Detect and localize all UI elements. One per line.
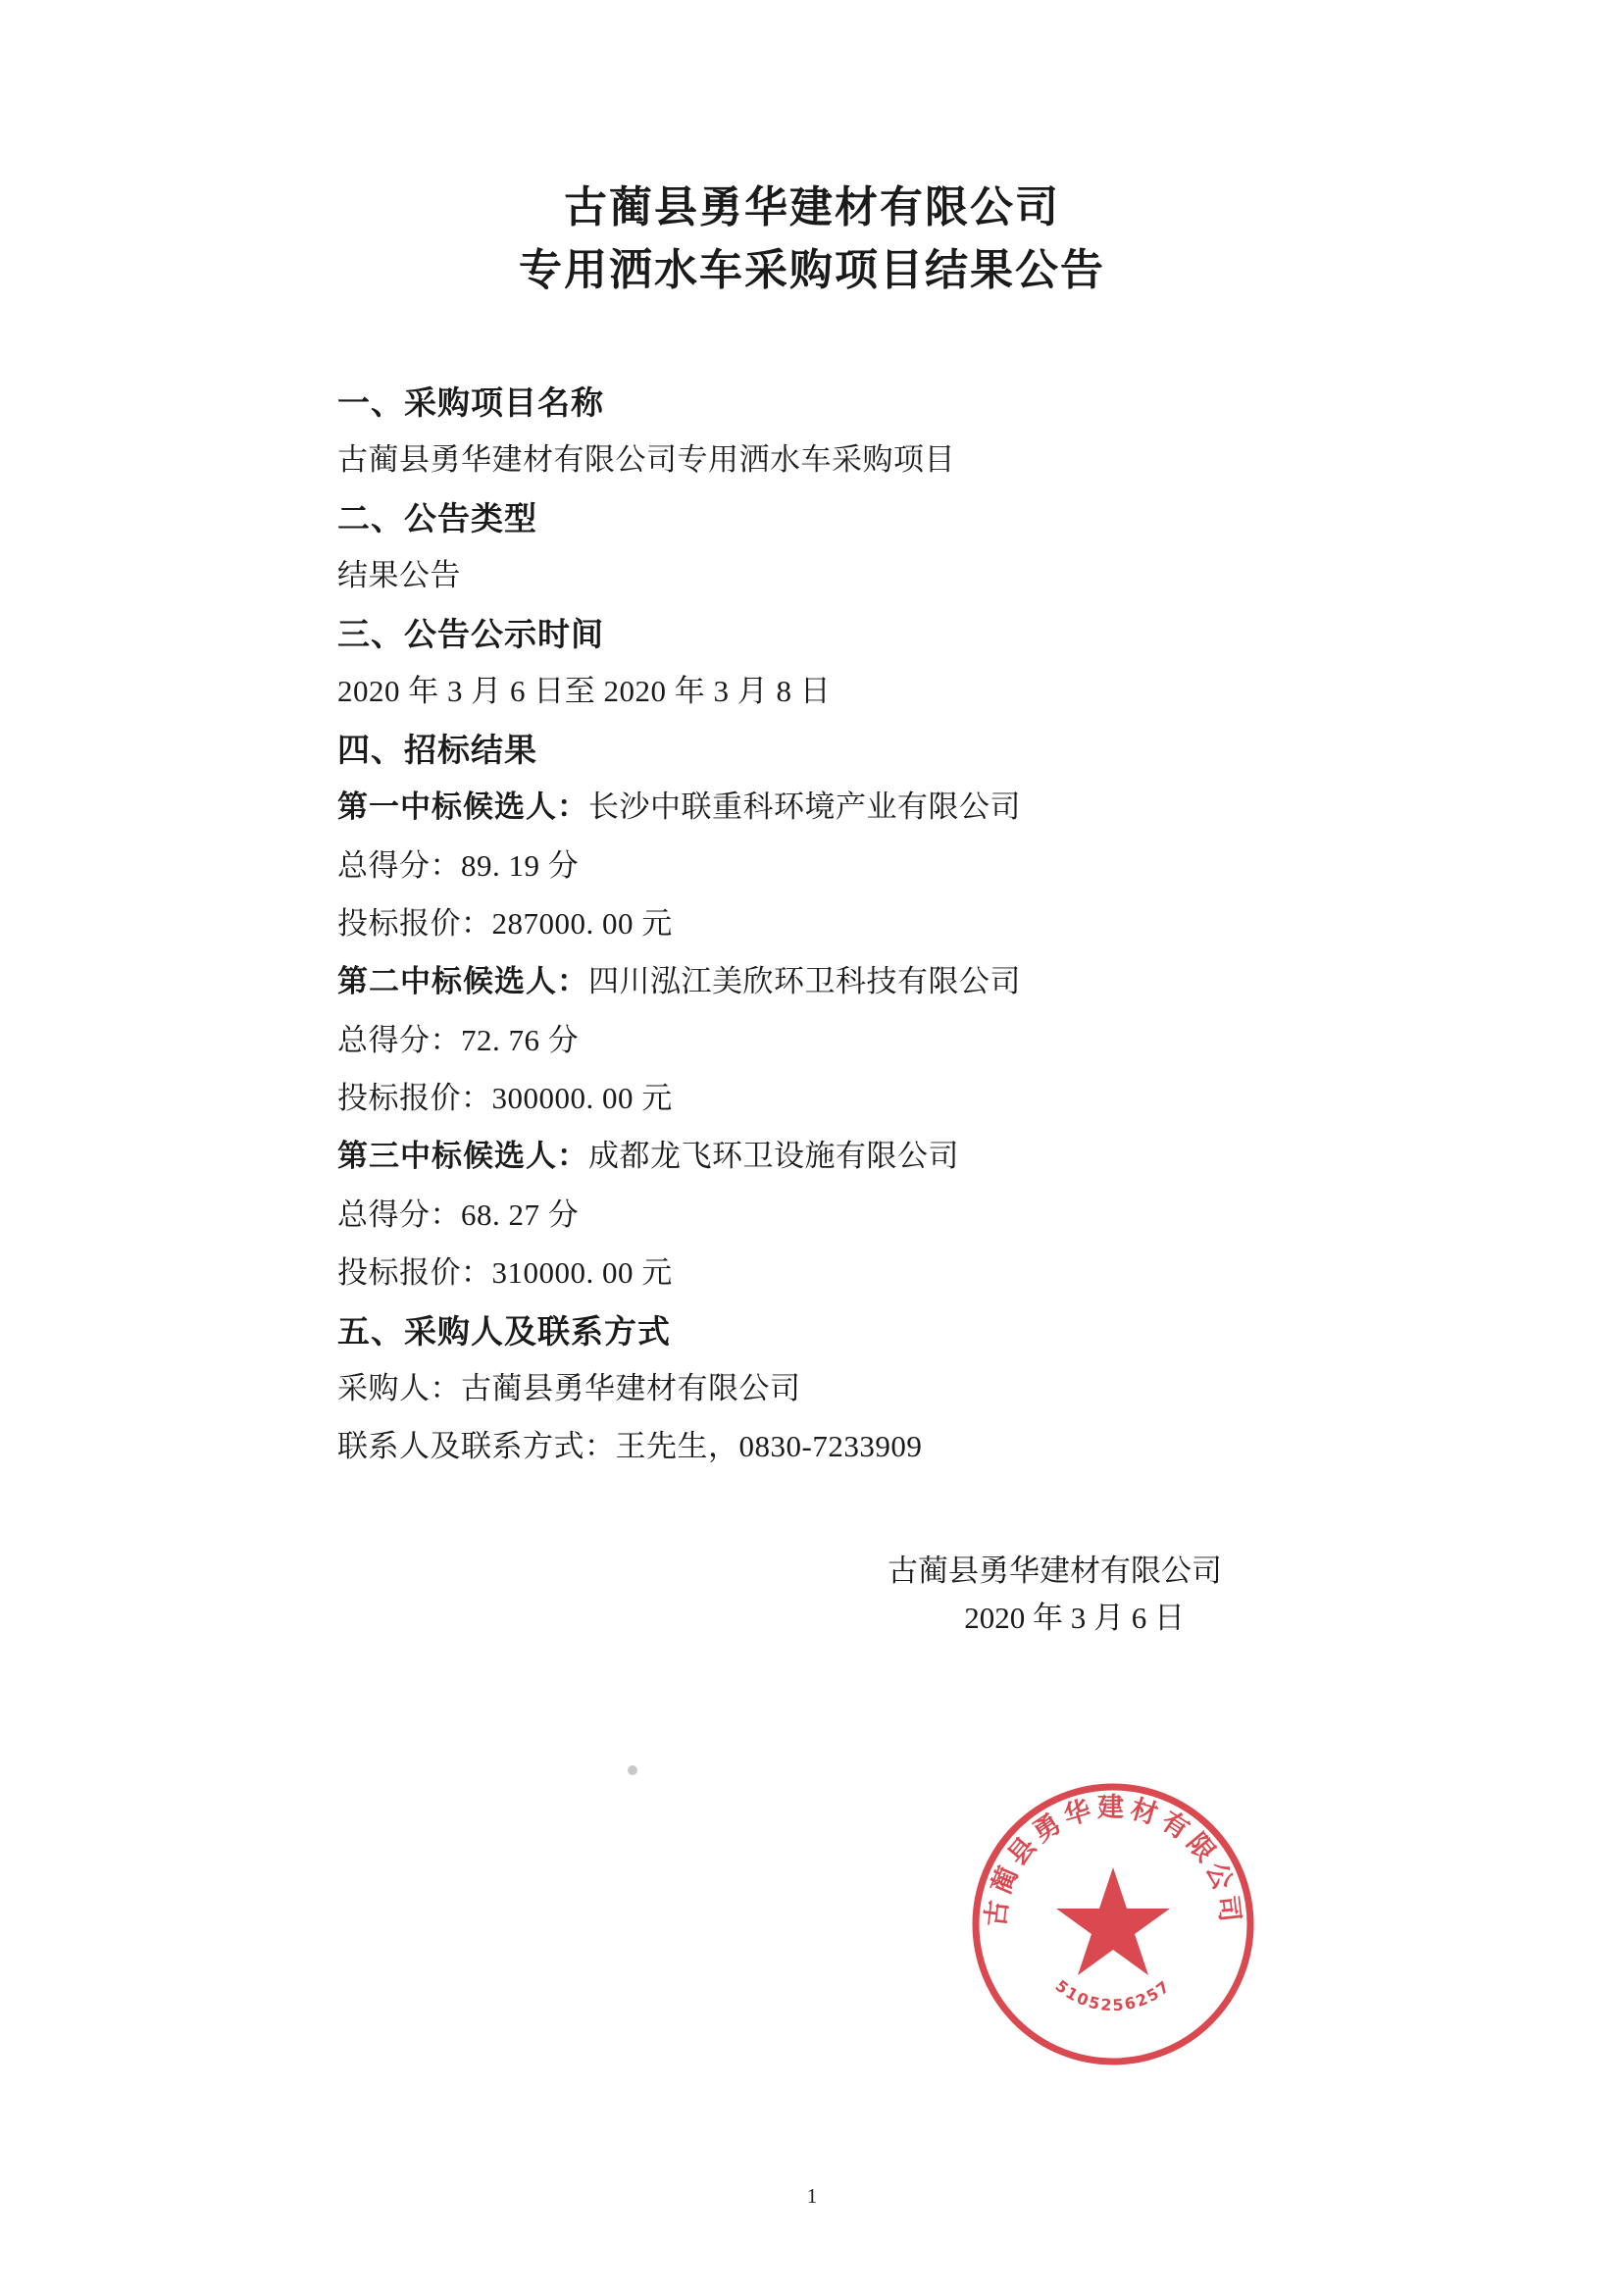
section-heading-2: 二、公告类型: [337, 498, 537, 537]
candidate-2-score: 总得分：72. 76 分: [337, 1022, 580, 1057]
candidate-1-score: 总得分：89. 19 分: [337, 847, 580, 883]
document-title: [0, 177, 1624, 302]
candidate-1-label: 第一中标候选人：: [337, 789, 588, 825]
candidate-1-name: 长沙中联重科环境产业有限公司: [588, 789, 1021, 824]
section-heading-4: 四、招标结果: [337, 730, 537, 769]
signature-block: [337, 1548, 1418, 1642]
document-body: [0, 382, 1624, 1642]
svg-text:古蔺县勇华建材有限公司: 古蔺县勇华建材有限公司: [981, 1792, 1245, 1929]
section-text-1: 古蔺县勇华建材有限公司专用洒水车采购项目: [337, 441, 955, 477]
signature-company: 古蔺县勇华建材有限公司: [888, 1553, 1222, 1588]
title-line-2: 专用洒水车采购项目结果公告: [519, 244, 1105, 295]
candidate-2-name-row: [337, 963, 1418, 999]
contact-line-1: 采购人：古蔺县勇华建材有限公司: [337, 1370, 801, 1405]
title-line-1: 古蔺县勇华建材有限公司: [564, 182, 1060, 232]
section-text-2: 结果公告: [337, 557, 461, 592]
company-seal-stamp: [966, 1777, 1260, 2071]
section-heading-1: 一、采购项目名称: [337, 382, 604, 422]
candidate-3-score: 总得分：68. 27 分: [337, 1197, 580, 1232]
signature-date: 2020 年 3 月 6 日: [964, 1600, 1185, 1635]
candidate-3-label: 第三中标候选人：: [337, 1138, 588, 1174]
candidate-2-label: 第二中标候选人：: [337, 963, 588, 999]
paper-speck: [628, 1765, 637, 1775]
section-heading-5: 五、采购人及联系方式: [337, 1311, 671, 1350]
section-text-3: 2020 年 3 月 6 日至 2020 年 3 月 8 日: [337, 673, 832, 708]
page-number: 1: [806, 2184, 818, 2208]
svg-text:5105256257: 5105256257: [1051, 1975, 1175, 2015]
candidate-1-name-row: [337, 791, 1418, 823]
candidate-1-price: 投标报价：287000. 00 元: [337, 905, 673, 941]
candidate-3-name-row: [337, 1138, 1418, 1174]
candidate-2-price: 投标报价：300000. 00 元: [337, 1080, 673, 1115]
candidate-3-price: 投标报价：310000. 00 元: [337, 1254, 673, 1290]
section-heading-3: 三、公告公示时间: [337, 614, 604, 653]
candidate-3-name: 成都龙飞环卫设施有限公司: [588, 1138, 959, 1173]
candidate-2-name: 四川泓江美欣环卫科技有限公司: [588, 963, 1021, 998]
contact-line-2: 联系人及联系方式：王先生，0830-7233909: [337, 1428, 923, 1463]
